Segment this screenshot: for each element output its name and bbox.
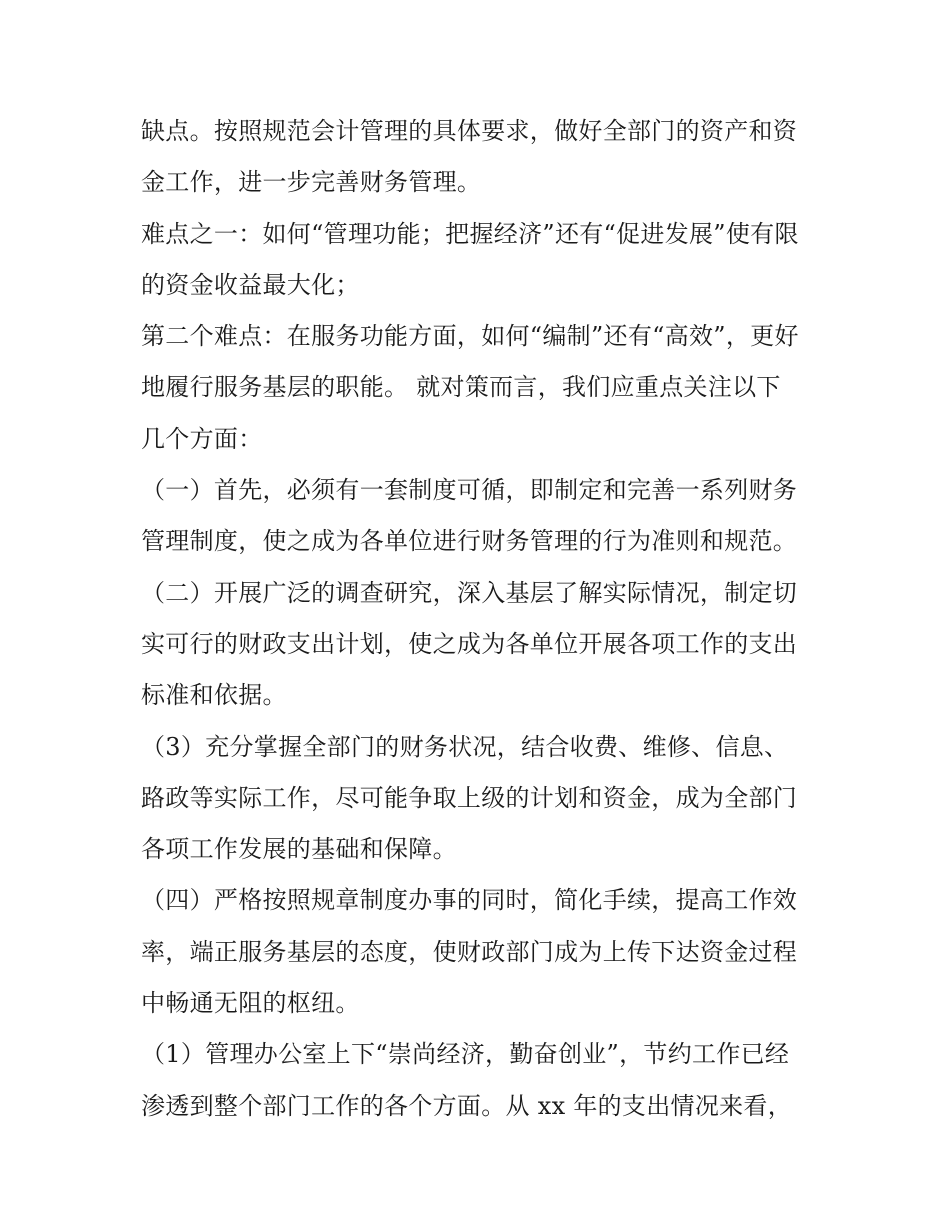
text-line: 第二个难点：在服务功能方面，如何“编制”还有“高效”，更好 (141, 322, 799, 351)
text-line: 几个方面： (141, 424, 263, 453)
text-line: 标准和依据。 (141, 681, 287, 710)
text-line: 的资金收益最大化； (141, 270, 360, 299)
text-line: （3）充分掌握全部门的财务状况，结合收费、维修、信息、 (141, 732, 789, 761)
text-line: 路政等实际工作，尽可能争取上级的计划和资金，成为全部门 (141, 783, 798, 812)
text-line: 各项工作发展的基础和保障。 (141, 835, 457, 864)
text-line: （1）管理办公室上下“崇尚经济，勤奋创业”，节约工作已经 (141, 1040, 790, 1069)
text-line: 实可行的财政支出计划，使之成为各单位开展各项工作的支出 (141, 629, 798, 658)
text-line: 缺点。按照规范会计管理的具体要求，做好全部门的资产和资 (141, 117, 798, 145)
text-line: 率，端正服务基层的态度，使财政部门成为上传下达资金过程 (141, 937, 798, 966)
text-line: 管理制度，使之成为各单位进行财务管理的行为准则和规范。 (141, 527, 798, 556)
text-line: 难点之一：如何“管理功能；把握经济”还有“促进发展”使有限 (141, 219, 799, 248)
text-line: （四）严格按照规章制度办事的同时，简化手续，提高工作效 (141, 886, 798, 915)
text-line: （二）开展广泛的调查研究，深入基层了解实际情况，制定切 (141, 578, 798, 607)
document-body (141, 106, 821, 1132)
text-line: 地履行服务基层的职能。 就对策而言，我们应重点关注以下 (141, 373, 781, 402)
text-line: 渗透到整个部门工作的各个方面。从 xx 年的支出情况来看， (141, 1091, 793, 1120)
text-line: 金工作，进一步完善财务管理。 (141, 168, 482, 197)
text-line: 中畅通无阻的枢纽。 (141, 989, 360, 1018)
text-line: （一）首先，必须有一套制度可循，即制定和完善一系列财务 (141, 476, 798, 505)
